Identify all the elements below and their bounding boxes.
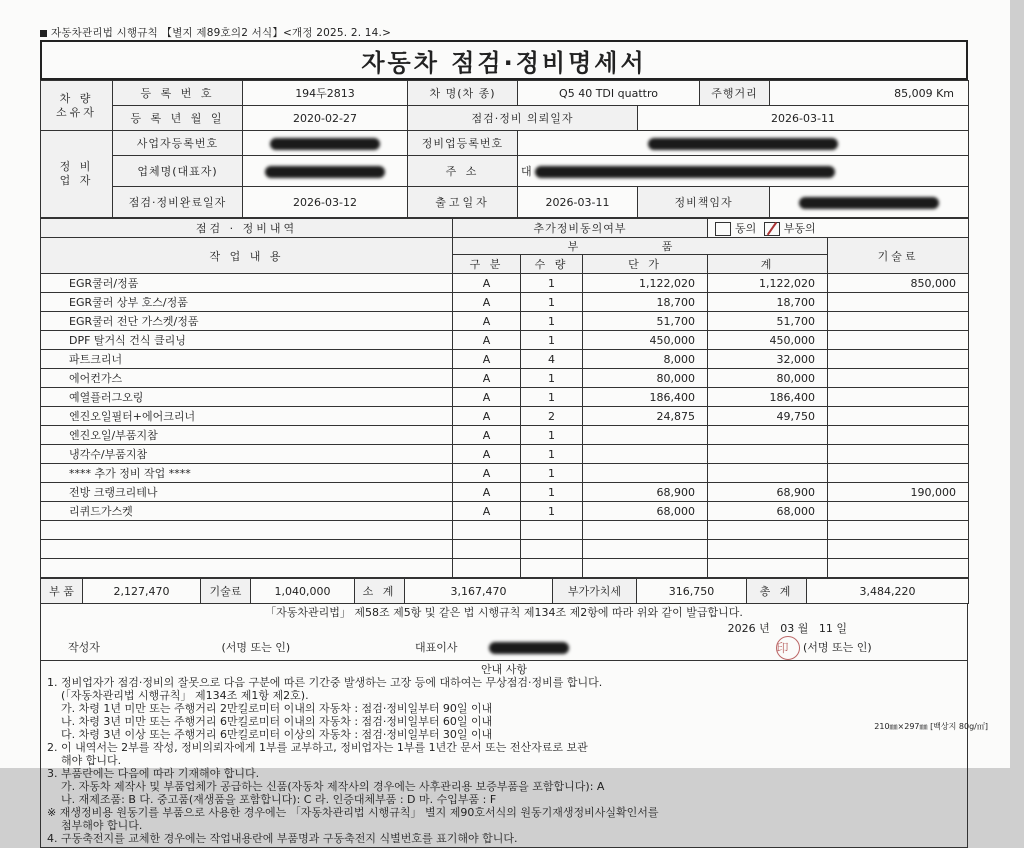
parts-total-label: 부 품 [41, 579, 83, 604]
item-unit-price [583, 521, 708, 540]
item-unit-price: 8,000 [583, 350, 708, 369]
item-row [41, 464, 969, 483]
item-total: 18,700 [708, 293, 828, 312]
redaction-mark [489, 642, 569, 654]
item-name: EGR쿨러 상부 호스/정품 [41, 293, 453, 312]
item-quantity [521, 521, 583, 540]
issue-month: 03 [780, 622, 795, 635]
representative-label: 대표이사 [415, 641, 458, 654]
item-quantity: 1 [521, 274, 583, 293]
item-total [708, 445, 828, 464]
biz-reg-no-label: 사업자등록번호 [113, 131, 243, 156]
issuance-table [40, 604, 968, 661]
item-labor-fee [828, 407, 969, 426]
item-total: 32,000 [708, 350, 828, 369]
item-name: EGR쿨러/정품 [41, 274, 453, 293]
parts-header: 부 품 [453, 238, 828, 255]
note-line: 해야 합니다. [61, 754, 122, 767]
item-name: 냉각수/부품지참 [41, 445, 453, 464]
issue-year-label: 년 [759, 622, 770, 635]
item-category: A [453, 350, 521, 369]
item-name: 파트크리너 [41, 350, 453, 369]
unit-price-header: 단 가 [583, 255, 708, 274]
item-total: 68,900 [708, 483, 828, 502]
note-line: 다. 차령 3년 이상 또는 주행거리 6만킬로미터 이상의 자동차 : 점검·정비일부터 30일 이내 [61, 728, 493, 741]
item-labor-fee: 850,000 [828, 274, 969, 293]
item-name: 에어컨가스 [41, 369, 453, 388]
issue-day-label: 일 [836, 622, 847, 635]
note-line: 나. 차령 3년 미만 또는 주행거리 6만킬로미터 이내의 자동차 : 점검·정비일부터 60일 이내 [61, 715, 493, 728]
item-labor-fee [828, 388, 969, 407]
writer-sign-placeholder: (서명 또는 인) [221, 641, 291, 654]
item-unit-price: 450,000 [583, 331, 708, 350]
issue-day: 11 [818, 622, 833, 635]
form-header-note [40, 26, 968, 40]
item-labor-fee: 190,000 [828, 483, 969, 502]
redaction-mark [648, 138, 838, 150]
not-consent-checkbox[interactable] [764, 222, 780, 236]
parts-total-value: 2,127,470 [83, 579, 201, 604]
request-date-value: 2026-03-11 [638, 106, 969, 131]
item-quantity: 1 [521, 502, 583, 521]
item-unit-price: 18,700 [583, 293, 708, 312]
item-labor-fee [828, 521, 969, 540]
item-total: 1,122,020 [708, 274, 828, 293]
item-quantity: 1 [521, 388, 583, 407]
reg-number-value: 194두2813 [243, 81, 408, 106]
item-category: A [453, 369, 521, 388]
item-quantity [521, 559, 583, 578]
item-row [41, 559, 969, 578]
note-line: 나. 재제조품: B 다. 중고품(재생품을 포함합니다): C 라. 인증대체부품 : D 마. 수입부품 : F [61, 793, 497, 806]
item-name: 엔진오일필터+에어크리너 [41, 407, 453, 426]
extra-consent-label: 추가정비동의여부 [453, 219, 708, 238]
item-total [708, 464, 828, 483]
item-row [41, 331, 969, 350]
total-header: 계 [708, 255, 828, 274]
issue-year: 2026 [727, 622, 756, 635]
subtotal-value: 3,167,470 [405, 579, 553, 604]
item-labor-fee [828, 369, 969, 388]
not-consent-label: 부동의 [783, 222, 816, 235]
guidance-notes [40, 661, 968, 848]
item-category: A [453, 293, 521, 312]
request-date-label: 점검·정비 의뢰일자 [408, 106, 638, 131]
item-unit-price [583, 426, 708, 445]
company-name-label: 업체명(대표자) [113, 156, 243, 187]
redaction-mark [799, 197, 939, 209]
item-unit-price: 186,400 [583, 388, 708, 407]
work-details-label: 점검 · 정비내역 [41, 219, 453, 238]
item-name: 엔진오일/부품지참 [41, 426, 453, 445]
note-line: 가. 자동차 제작사 및 부품업체가 공급하는 신품(자동차 제작사의 경우에는 사후관리용 보증부품을 포함합니다): A [61, 780, 605, 793]
vehicle-shop-info-table [40, 80, 969, 218]
item-category: A [453, 274, 521, 293]
item-labor-fee [828, 312, 969, 331]
labor-total-label: 기술료 [201, 579, 251, 604]
seal-icon: 印 [776, 636, 800, 660]
totals-table [40, 578, 969, 604]
item-row [41, 388, 969, 407]
rep-sign-placeholder: (서명 또는 인) [803, 641, 872, 654]
title-table [40, 40, 968, 80]
address-value [518, 156, 969, 187]
item-row [41, 407, 969, 426]
item-labor-fee [828, 559, 969, 578]
item-category: A [453, 407, 521, 426]
item-row [41, 274, 969, 293]
item-labor-fee [828, 464, 969, 483]
owner-section-label: 차 량 소유자 [41, 81, 113, 131]
item-quantity: 1 [521, 426, 583, 445]
item-labor-fee [828, 502, 969, 521]
note-line: ※ 재생정비용 원동기를 부품으로 사용한 경우에는 「자동차관리법 시행규칙」 별지 제90호서식의 원동기재생정비사실확인서를 [47, 806, 659, 819]
responsible-value [770, 187, 969, 218]
redaction-mark [535, 166, 835, 178]
item-unit-price [583, 559, 708, 578]
item-row [41, 540, 969, 559]
item-unit-price: 24,875 [583, 407, 708, 426]
item-name [41, 521, 453, 540]
item-labor-fee [828, 350, 969, 369]
note-line: 1. 정비업자가 점검·정비의 잘못으로 다음 구분에 따른 기간중 발생하는 고장 등에 대하여는 무상점검·정비를 합니다. [47, 676, 603, 689]
item-quantity: 2 [521, 407, 583, 426]
note-line: (「자동차관리법 시행규칙」 제134조 제1항 제2호). [61, 689, 309, 702]
item-name: EGR쿨러 전단 가스켓/정품 [41, 312, 453, 331]
item-total: 68,000 [708, 502, 828, 521]
item-unit-price: 80,000 [583, 369, 708, 388]
item-name: 전방 크랭크리테나 [41, 483, 453, 502]
item-total: 51,700 [708, 312, 828, 331]
note-line: 첨부해야 합니다. [61, 819, 143, 832]
consent-label: 동의 [735, 222, 757, 235]
grand-total-label: 총 계 [747, 579, 807, 604]
company-name-value [243, 156, 408, 187]
item-unit-price: 1,122,020 [583, 274, 708, 293]
item-quantity: 1 [521, 483, 583, 502]
item-unit-price [583, 540, 708, 559]
item-category [453, 540, 521, 559]
vat-value: 316,750 [637, 579, 747, 604]
square-bullet-icon [40, 30, 47, 37]
item-quantity: 1 [521, 369, 583, 388]
item-name: **** 추가 정비 작업 **** [41, 464, 453, 483]
item-unit-price: 51,700 [583, 312, 708, 331]
item-category [453, 559, 521, 578]
item-name: 예열플러그오링 [41, 388, 453, 407]
header-note-text: 자동차관리법 시행규칙 【별지 제89호의2 서식】<개정 2025. 2. 14.> [51, 27, 392, 39]
item-category [453, 521, 521, 540]
biz-reg-no-value [243, 131, 408, 156]
note-line: 3. 부품란에는 다음에 따라 기재해야 합니다. [47, 767, 260, 780]
shop-reg-no-value [518, 131, 969, 156]
responsible-label: 정비책임자 [638, 187, 770, 218]
reg-date-value: 2020-02-27 [243, 106, 408, 131]
consent-options [708, 219, 969, 238]
note-line: 4. 구동축전지를 교체한 경우에는 작업내용란에 부품명과 구동축전지 식별번호를 표기해야 합니다. [47, 832, 518, 845]
shop-reg-no-label: 정비업등록번호 [408, 131, 518, 156]
item-total: 49,750 [708, 407, 828, 426]
item-total: 186,400 [708, 388, 828, 407]
shop-section-label: 정 비 업 자 [41, 131, 113, 218]
item-category: A [453, 426, 521, 445]
issue-month-label: 월 [797, 622, 809, 635]
issuance-statement: 「자동차관리법」 제58조 제5항 및 같은 법 시행규칙 제134조 제2항에 따라 위와 같이 발급합니다. [41, 604, 968, 620]
signature-row [41, 636, 968, 661]
item-labor-fee [828, 540, 969, 559]
item-unit-price: 68,000 [583, 502, 708, 521]
completion-date-label: 점검·정비완료일자 [113, 187, 243, 218]
item-category: A [453, 388, 521, 407]
vehicle-name-value: Q5 40 TDI quattro [518, 81, 700, 106]
item-category: A [453, 502, 521, 521]
subtotal-label: 소 계 [355, 579, 405, 604]
notes-title: 안내 사항 [480, 663, 527, 676]
redaction-mark [270, 138, 380, 150]
item-labor-fee [828, 293, 969, 312]
item-unit-price [583, 445, 708, 464]
release-date-label: 출고일자 [408, 187, 518, 218]
issue-date [41, 620, 968, 636]
item-row [41, 521, 969, 540]
release-date-value: 2026-03-11 [518, 187, 638, 218]
item-name [41, 540, 453, 559]
item-total [708, 540, 828, 559]
item-row [41, 502, 969, 521]
address-prefix: 대 [521, 165, 532, 178]
item-unit-price: 68,900 [583, 483, 708, 502]
item-quantity: 1 [521, 445, 583, 464]
completion-date-value: 2026-03-12 [243, 187, 408, 218]
item-row [41, 445, 969, 464]
item-row [41, 426, 969, 445]
item-labor-fee [828, 426, 969, 445]
quantity-header: 수 량 [521, 255, 583, 274]
item-labor-fee [828, 331, 969, 350]
writer-label: 작성자 [68, 641, 100, 654]
item-name: 리퀴드가스켓 [41, 502, 453, 521]
item-total [708, 559, 828, 578]
consent-checkbox[interactable] [715, 222, 731, 236]
item-quantity: 1 [521, 464, 583, 483]
redaction-mark [265, 166, 385, 178]
item-quantity: 1 [521, 312, 583, 331]
item-category: A [453, 312, 521, 331]
work-content-header: 작 업 내 용 [41, 238, 453, 274]
address-label: 주 소 [408, 156, 518, 187]
category-header: 구 분 [453, 255, 521, 274]
item-name [41, 559, 453, 578]
note-line: 2. 이 내역서는 2부를 작성, 정비의뢰자에게 1부를 교부하고, 정비업자는 1부를 1년간 문서 또는 전산자료로 보관 [47, 741, 588, 754]
item-quantity [521, 540, 583, 559]
item-category: A [453, 483, 521, 502]
item-row [41, 312, 969, 331]
item-unit-price [583, 464, 708, 483]
labor-total-value: 1,040,000 [251, 579, 355, 604]
item-total: 450,000 [708, 331, 828, 350]
mileage-value: 85,009 Km [770, 81, 969, 106]
mileage-label: 주행거리 [700, 81, 770, 106]
item-total [708, 426, 828, 445]
item-row [41, 293, 969, 312]
grand-total-value: 3,484,220 [807, 579, 969, 604]
note-line: 가. 차령 1년 미만 또는 주행거리 2만킬로미터 이내의 자동차 : 점검·정비일부터 90일 이내 [61, 702, 493, 715]
paper-spec-footer: 210㎜×297㎜ [백상지 80g/㎡] [874, 722, 988, 731]
work-items-table [40, 218, 969, 578]
item-row [41, 483, 969, 502]
reg-number-label: 등 록 번 호 [113, 81, 243, 106]
item-total [708, 521, 828, 540]
reg-date-label: 등 록 년 월 일 [113, 106, 243, 131]
item-category: A [453, 331, 521, 350]
item-row [41, 350, 969, 369]
item-total: 80,000 [708, 369, 828, 388]
item-row [41, 369, 969, 388]
labor-fee-header: 기술료 [828, 238, 969, 274]
vehicle-name-label: 차 명(차 종) [408, 81, 518, 106]
item-category: A [453, 464, 521, 483]
item-quantity: 1 [521, 331, 583, 350]
vat-label: 부가가치세 [553, 579, 637, 604]
inspection-maintenance-statement [40, 26, 968, 848]
item-quantity: 4 [521, 350, 583, 369]
item-labor-fee [828, 445, 969, 464]
document-title: 자동차 점검·정비명세서 [41, 41, 967, 79]
item-name: DPF 탈거식 건식 클리닝 [41, 331, 453, 350]
item-quantity: 1 [521, 293, 583, 312]
item-category: A [453, 445, 521, 464]
